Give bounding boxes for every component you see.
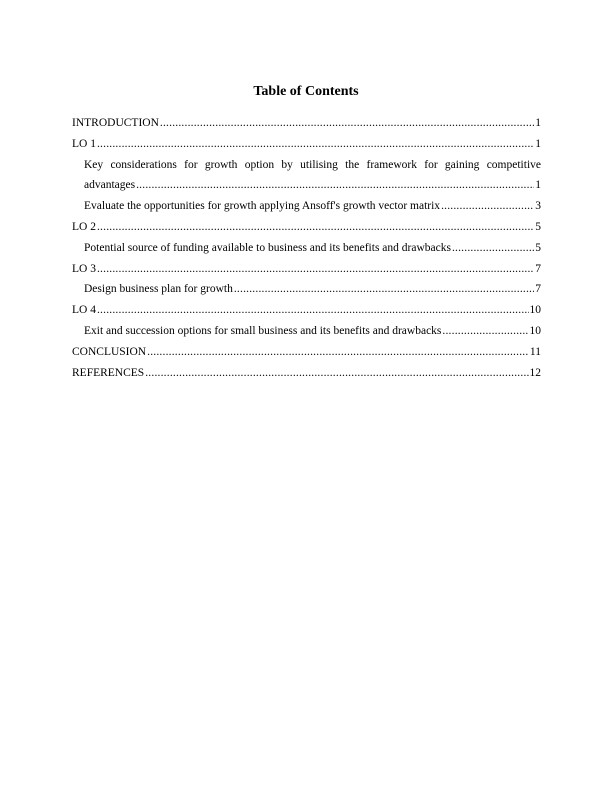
toc-entry-label: LO 2 bbox=[72, 220, 96, 233]
toc-entry-page: 12 bbox=[529, 366, 541, 379]
toc-entry-lo3[interactable] bbox=[72, 259, 541, 280]
dot-leader bbox=[442, 321, 528, 342]
toc-entry-page: 1 bbox=[535, 117, 541, 129]
dot-leader bbox=[147, 342, 529, 363]
toc-entry-page: 3 bbox=[535, 200, 541, 213]
toc-title: Table of Contents bbox=[253, 84, 359, 99]
toc-entry-conclusion[interactable] bbox=[72, 342, 541, 363]
toc-entry-key-considerations[interactable] bbox=[72, 155, 541, 197]
toc-entry-label: LO 3 bbox=[72, 262, 96, 275]
dot-leader bbox=[441, 196, 534, 217]
dot-leader bbox=[97, 259, 534, 280]
toc-entry-label: REFERENCES bbox=[72, 366, 145, 379]
toc-entry-label-line2: advantages bbox=[84, 179, 136, 192]
toc-entry-page: 1 bbox=[535, 179, 541, 192]
toc-entry-label: Evaluate the opportunities for growth applying Ansoff's growth vector matrix bbox=[84, 200, 441, 213]
dot-leader bbox=[452, 238, 534, 259]
dot-leader bbox=[97, 300, 529, 321]
toc-entry-label: Potential source of funding available to business and its benefits and drawbacks bbox=[84, 241, 451, 254]
toc-entry-funding[interactable] bbox=[72, 238, 541, 259]
toc-entry-label: LO 4 bbox=[72, 304, 96, 317]
dot-leader bbox=[97, 134, 534, 155]
toc-entry-page: 7 bbox=[535, 283, 541, 296]
toc-entry-label: Exit and succession options for small business and its benefits and drawbacks bbox=[84, 324, 442, 337]
toc-entry-line2 bbox=[84, 175, 541, 196]
toc-entry-page: 11 bbox=[529, 345, 541, 358]
toc-entry-lo1[interactable] bbox=[72, 134, 541, 155]
toc-entry-business-plan[interactable] bbox=[72, 279, 541, 300]
toc-entry-label: CONCLUSION bbox=[72, 345, 147, 358]
toc-entry-page: 5 bbox=[535, 241, 541, 254]
dot-leader bbox=[234, 279, 534, 300]
toc-entry-introduction[interactable] bbox=[72, 113, 541, 134]
toc-entry-label: Design business plan for growth bbox=[84, 283, 233, 296]
toc-entry-references[interactable] bbox=[72, 363, 541, 384]
dot-leader bbox=[160, 113, 534, 134]
toc-entry-exit-succession[interactable] bbox=[72, 321, 541, 342]
table-of-contents bbox=[72, 113, 541, 383]
toc-entry-label: LO 1 bbox=[72, 137, 96, 150]
toc-entry-page: 5 bbox=[535, 220, 541, 233]
toc-entry-lo4[interactable] bbox=[72, 300, 541, 321]
toc-entry-ansoff[interactable] bbox=[72, 196, 541, 217]
dot-leader bbox=[145, 363, 528, 384]
toc-entry-page: 7 bbox=[535, 262, 541, 275]
toc-entry-lo2[interactable] bbox=[72, 217, 541, 238]
toc-entry-page: 1 bbox=[535, 137, 541, 150]
toc-entry-page: 10 bbox=[529, 304, 541, 317]
toc-entry-label-line1: Key considerations for growth option by utilising the framework for gaining competitive bbox=[84, 158, 541, 171]
dot-leader bbox=[136, 175, 534, 196]
toc-entry-page: 10 bbox=[529, 324, 541, 337]
dot-leader bbox=[97, 217, 534, 238]
toc-entry-label: INTRODUCTION bbox=[72, 117, 159, 129]
